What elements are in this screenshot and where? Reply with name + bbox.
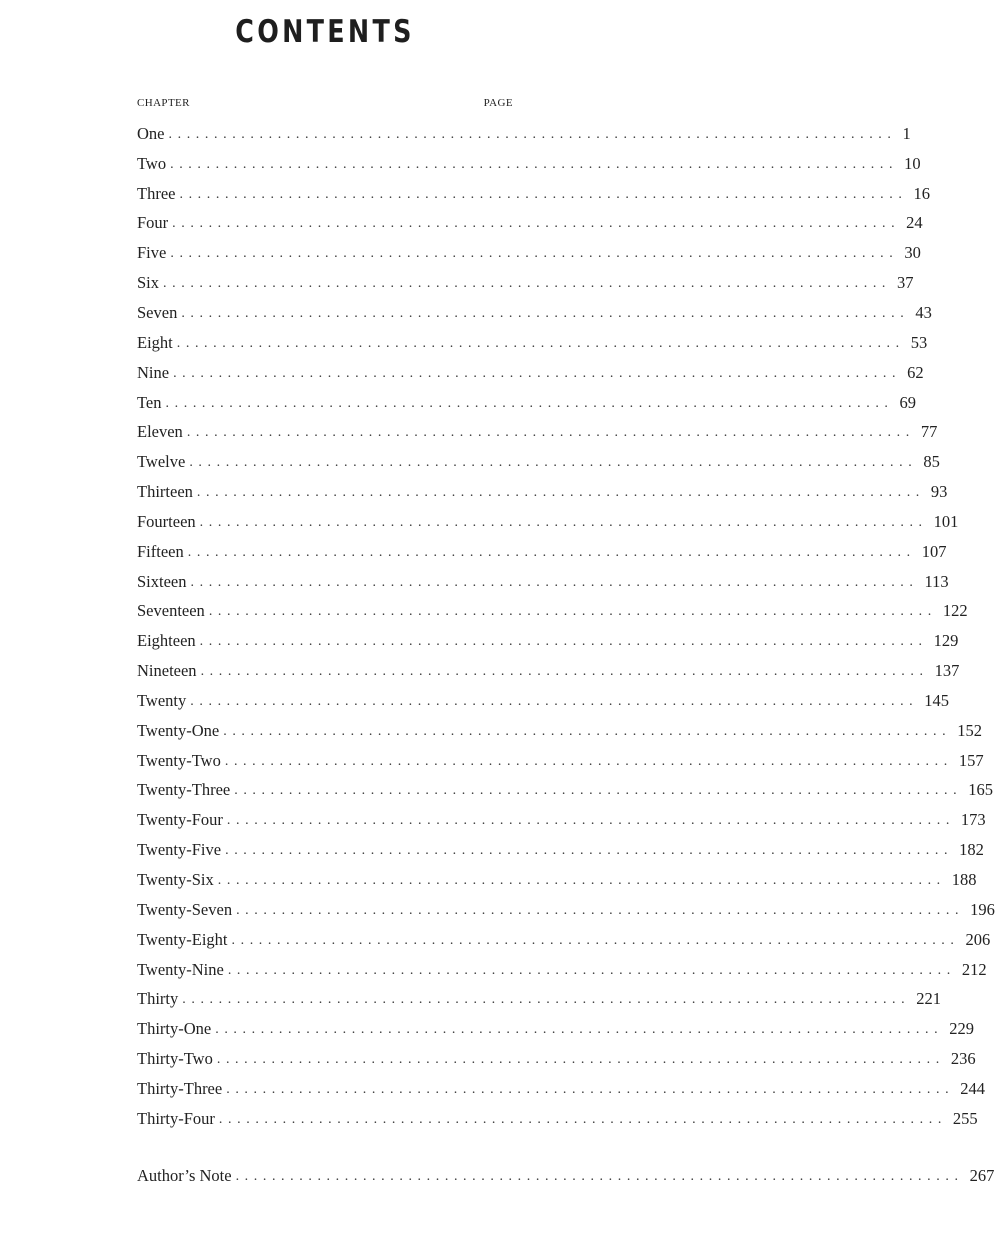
- toc-entry-title: Twenty-Three: [137, 780, 231, 800]
- toc-entry-title: Nine: [137, 362, 170, 382]
- toc-entry[interactable]: [137, 388, 917, 418]
- toc-entry[interactable]: [137, 1044, 976, 1074]
- toc-entry[interactable]: [137, 567, 949, 597]
- toc-entry-title: Thirteen: [137, 482, 193, 502]
- toc-entry[interactable]: [137, 298, 932, 328]
- dot-leader: ................................................................................: [217, 873, 946, 889]
- toc-entry-page-number: 62: [907, 362, 924, 382]
- dot-leader: ................................................................................: [179, 186, 908, 202]
- dot-leader: ................................................................................: [235, 1168, 964, 1184]
- toc-entry-page-number: 77: [920, 422, 938, 442]
- toc-entry-page-number: 85: [923, 452, 940, 472]
- toc-entry-page-number: 137: [934, 661, 960, 681]
- toc-entry-title: Two: [137, 153, 167, 173]
- toc-entry-page-number: 255: [952, 1108, 978, 1128]
- toc-entry[interactable]: [137, 716, 982, 746]
- dot-leader: ................................................................................: [173, 365, 902, 381]
- toc-entry[interactable]: [137, 686, 950, 716]
- toc-entry[interactable]: [137, 656, 960, 686]
- toc-entry-page-number: 173: [960, 810, 986, 830]
- dot-leader: ................................................................................: [215, 1022, 944, 1038]
- toc-entry-title: Five: [137, 243, 167, 263]
- toc-entry[interactable]: [137, 1074, 985, 1104]
- dot-leader: ................................................................................: [172, 216, 901, 232]
- toc-entry[interactable]: [137, 417, 938, 447]
- toc-entry-title: Thirty: [137, 989, 179, 1009]
- toc-entry[interactable]: [137, 1014, 974, 1044]
- toc-entry-page-number: 244: [960, 1078, 985, 1098]
- dot-leader: ................................................................................: [170, 246, 899, 262]
- toc-entry-title: Twenty-Two: [137, 750, 221, 770]
- toc-entry-title: Nineteen: [137, 661, 197, 681]
- toc-entry[interactable]: [137, 238, 921, 268]
- toc-entry-title: Thirty-Three: [137, 1078, 223, 1098]
- dot-leader: ................................................................................: [231, 932, 960, 948]
- dot-leader: ................................................................................: [168, 126, 897, 142]
- dot-leader: ................................................................................: [189, 455, 918, 471]
- dot-leader: ................................................................................: [223, 723, 952, 739]
- toc-entry-page-number: 165: [968, 780, 993, 800]
- toc-entry-page-number: 10: [904, 153, 921, 173]
- toc-entry-title: Thirty-One: [137, 1019, 212, 1039]
- toc-entry-page-number: 43: [915, 302, 932, 322]
- dot-leader: ................................................................................: [234, 783, 963, 799]
- toc-entry-title: Ten: [137, 392, 162, 412]
- toc-entry-page-number: 157: [958, 750, 984, 770]
- toc-entry-title: Twenty-Five: [137, 840, 222, 860]
- dot-leader: ................................................................................: [165, 395, 894, 411]
- toc-entry[interactable]: [137, 268, 914, 298]
- toc-entry-title: Thirty-Four: [137, 1108, 215, 1128]
- dot-leader: ................................................................................: [225, 843, 954, 859]
- dot-leader: ................................................................................: [186, 425, 915, 441]
- toc-entry[interactable]: [137, 149, 921, 179]
- toc-entry-page-number: 69: [899, 392, 917, 412]
- toc-entry-page-number: 37: [897, 273, 914, 293]
- page-title: CONTENTS: [235, 14, 415, 50]
- toc-entry[interactable]: [137, 597, 968, 627]
- toc-entry-title: Twenty-Four: [137, 810, 223, 830]
- toc-entry-title: Six: [137, 273, 160, 293]
- toc-entry-title: Author’s Note: [137, 1165, 232, 1185]
- toc-entry-title: Twenty-Nine: [137, 959, 224, 979]
- dot-leader: ................................................................................: [176, 335, 905, 351]
- toc-entry[interactable]: [137, 984, 941, 1014]
- toc-entry-page-number: 1: [902, 123, 911, 143]
- toc-entry-page-number: 267: [969, 1165, 995, 1185]
- dot-leader: ................................................................................: [226, 1081, 955, 1097]
- dot-leader: ................................................................................: [199, 514, 928, 530]
- toc-entry-title: Fifteen: [137, 541, 184, 561]
- toc-entry[interactable]: [137, 835, 984, 865]
- toc-entry[interactable]: [137, 328, 928, 358]
- toc-entry-title: Thirty-Two: [137, 1049, 213, 1069]
- toc-entry[interactable]: [137, 507, 959, 537]
- toc-entry-page-number: 16: [913, 183, 930, 203]
- toc-entry-title: Twenty-Seven: [137, 899, 233, 919]
- dot-leader: ................................................................................: [200, 664, 929, 680]
- dot-leader: ................................................................................: [181, 305, 910, 321]
- toc-entry[interactable]: [137, 537, 947, 567]
- page-column-label: PAGE: [483, 97, 513, 109]
- toc-entry-title: Three: [137, 183, 176, 203]
- toc-entry-page-number: 53: [910, 332, 928, 352]
- dot-leader: ................................................................................: [163, 276, 892, 292]
- toc-entry[interactable]: [137, 1161, 995, 1191]
- toc-entry-page-number: 101: [933, 511, 959, 531]
- toc-entry-title: Seventeen: [137, 601, 205, 621]
- toc-entry[interactable]: [137, 477, 948, 507]
- toc-entry[interactable]: [137, 865, 977, 895]
- toc-entry-page-number: 129: [933, 631, 959, 651]
- toc-entry[interactable]: [137, 626, 959, 656]
- dot-leader: ................................................................................: [196, 485, 925, 501]
- chapter-column-label: CHAPTER: [137, 97, 190, 109]
- toc-entry[interactable]: [137, 209, 923, 239]
- dot-leader: ................................................................................: [216, 1052, 945, 1068]
- toc-entry-page-number: 206: [965, 929, 991, 949]
- toc-entry-title: Twenty-One: [137, 720, 220, 740]
- toc-entry-title: Fourteen: [137, 511, 196, 531]
- toc-entry[interactable]: [137, 776, 993, 806]
- toc-entry[interactable]: [137, 358, 924, 388]
- dot-leader: ................................................................................: [236, 902, 965, 918]
- toc-entry-title: Eighteen: [137, 631, 196, 651]
- toc-entry-page-number: 229: [949, 1019, 974, 1039]
- toc-entry-page-number: 212: [961, 959, 987, 979]
- chapter-list: [137, 119, 995, 1134]
- dot-leader: ................................................................................: [199, 634, 928, 650]
- toc-entry[interactable]: [137, 895, 995, 925]
- toc-entry-title: Eleven: [137, 422, 183, 442]
- toc-entry-title: Twenty: [137, 690, 187, 710]
- toc-entry-title: Sixteen: [137, 571, 187, 591]
- toc-entry[interactable]: [137, 1104, 978, 1134]
- dot-leader: ................................................................................: [218, 1111, 947, 1127]
- toc-entry-title: Twelve: [137, 452, 186, 472]
- toc-entry[interactable]: [137, 119, 911, 149]
- toc-entry[interactable]: [137, 179, 930, 209]
- toc-entry-page-number: 113: [924, 571, 949, 591]
- dot-leader: ................................................................................: [224, 753, 953, 769]
- dot-leader: ................................................................................: [190, 693, 919, 709]
- toc-entry-page-number: 236: [950, 1049, 976, 1069]
- back-matter-list: [137, 1161, 995, 1191]
- toc-entry-title: Eight: [137, 332, 173, 352]
- toc-entry-page-number: 221: [916, 989, 941, 1009]
- toc-entry-page-number: 122: [942, 601, 968, 621]
- toc-entry-page-number: 152: [957, 720, 982, 740]
- toc-entry-title: Twenty-Eight: [137, 929, 228, 949]
- toc-entry-page-number: 188: [951, 870, 977, 890]
- toc-entry-title: Twenty-Six: [137, 870, 214, 890]
- toc-entry-page-number: 145: [924, 690, 950, 710]
- toc-entry-page-number: 182: [959, 840, 984, 860]
- toc-entry[interactable]: [137, 925, 991, 955]
- dot-leader: ................................................................................: [187, 544, 916, 560]
- toc-entry-title: One: [137, 123, 165, 143]
- dot-leader: ................................................................................: [190, 574, 919, 590]
- toc-entry-page-number: 196: [970, 899, 995, 919]
- toc-entry-title: Seven: [137, 302, 178, 322]
- dot-leader: ................................................................................: [227, 962, 956, 978]
- toc-entry-page-number: 24: [906, 213, 923, 233]
- toc-entry[interactable]: [137, 447, 940, 477]
- dot-leader: ................................................................................: [226, 813, 955, 829]
- toc-entry[interactable]: [137, 955, 987, 985]
- toc-entry[interactable]: [137, 746, 984, 776]
- toc-entry-page-number: 30: [904, 243, 921, 263]
- toc-entry-title: Four: [137, 213, 169, 233]
- dot-leader: ................................................................................: [208, 604, 937, 620]
- dot-leader: ................................................................................: [182, 992, 911, 1008]
- toc-entry[interactable]: [137, 805, 986, 835]
- dot-leader: ................................................................................: [170, 156, 899, 172]
- toc-entry-page-number: 93: [930, 482, 948, 502]
- toc-entry-page-number: 107: [921, 541, 947, 561]
